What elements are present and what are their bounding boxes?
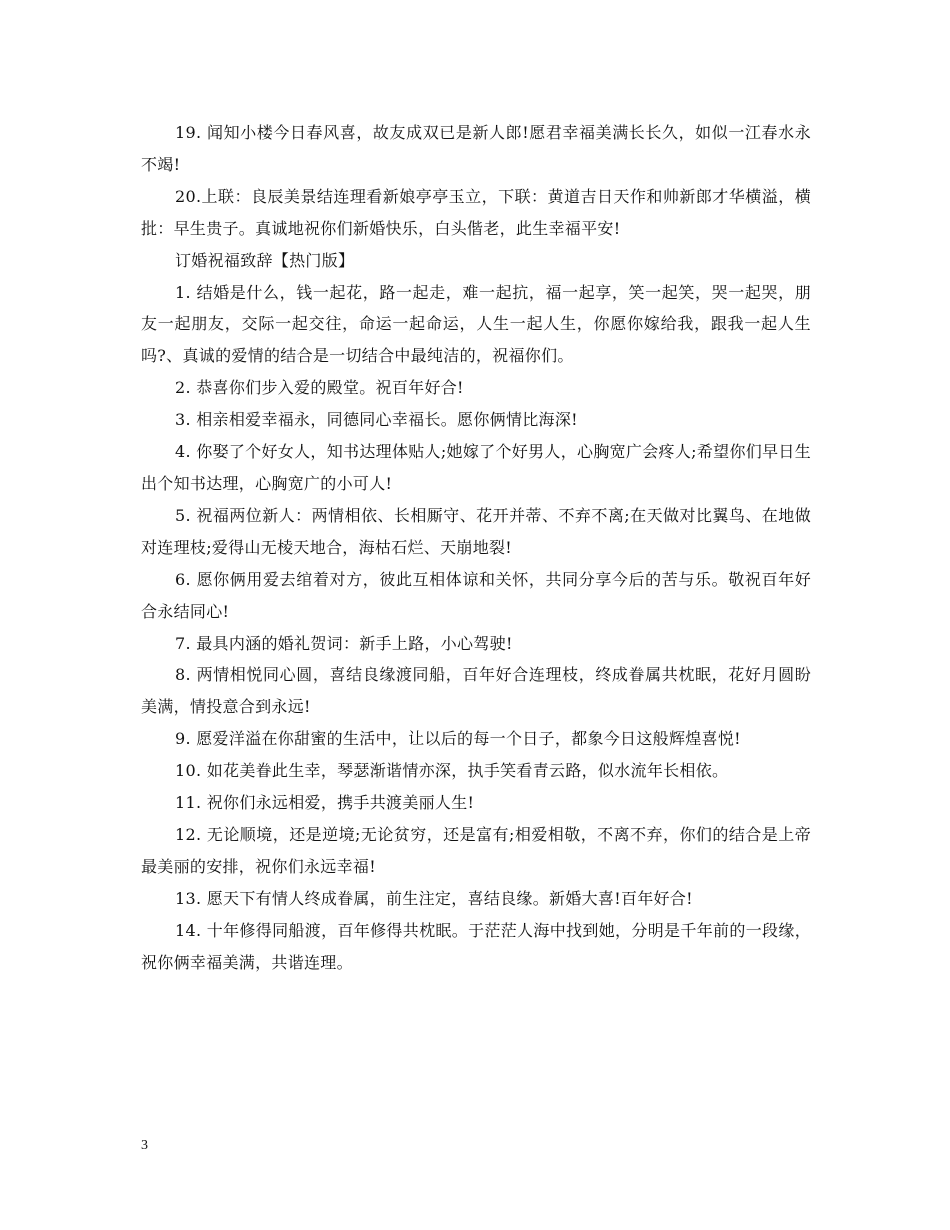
paragraph-5: 5. 祝福两位新人：两情相依、长相厮守、花开并蒂、不弃不离;在天做对比翼鸟、在地做对连理枝;爱得山无棱天地合，海枯石烂、天崩地裂!	[141, 505, 811, 557]
paragraph-3: 3. 相亲相爱幸福永，同德同心幸福长。愿你俩情比海深!	[175, 410, 578, 430]
paragraph-7: 7. 最具内涵的婚礼贺词：新手上路，小心驾驶!	[175, 633, 513, 653]
paragraph-1: 1. 结婚是什么，钱一起花，路一起走，难一起抗，福一起享，笑一起笑，哭一起哭，朋友一起朋友，交际一起交往，命运一起命运，人生一起人生，你愿你嫁给我，跟我一起人生吗?、真诚的爱情的结合是一切结合中最纯洁的，祝福你们。	[141, 282, 811, 366]
paragraph-8: 8. 两情相悦同心圆，喜结良缘渡同船，百年好合连理枝，终成眷属共枕眠，花好月圆盼美满，情投意合到永远!	[141, 665, 811, 717]
paragraph-20: 20.上联：良辰美景结连理看新娘亭亭玉立，下联：黄道吉日天作和帅新郎才华横溢，横批：早生贵子。真诚地祝你们新婚快乐，白头偕老，此生幸福平安!	[141, 186, 811, 238]
paragraph-4: 4. 你娶了个好女人，知书达理体贴人;她嫁了个好男人，心胸宽广会疼人;希望你们早日生出个知书达理，心胸宽广的小可人!	[141, 442, 811, 493]
paragraph-10: 10. 如花美眷此生幸，琴瑟渐谐情亦深，执手笑看青云路，似水流年长相依。	[175, 761, 729, 781]
document-body	[141, 117, 811, 978]
section-heading: 订婚祝福致辞【热门版】	[175, 250, 355, 270]
paragraph-12: 12. 无论顺境，还是逆境;无论贫穷，还是富有;相爱相敬，不离不弃，你们的结合是上帝最美丽的安排，祝你们永远幸福!	[141, 824, 811, 876]
paragraph-2: 2. 恭喜你们步入爱的殿堂。祝百年好合!	[175, 378, 464, 398]
page-number: 3	[141, 1138, 148, 1153]
paragraph-19: 19. 闻知小楼今日春风喜，故友成双已是新人郎!愿君幸福美满长长久，如似一江春水永不竭!	[141, 123, 811, 174]
paragraph-9: 9. 愿爱洋溢在你甜蜜的生活中，让以后的每一个日子，都象今日这般辉煌喜悦!	[175, 729, 741, 749]
paragraph-14: 14. 十年修得同船渡，百年修得共枕眠。于茫茫人海中找到她，分明是千年前的一段缘，祝你俩幸福美满，共谐连理。	[141, 920, 811, 972]
paragraph-13: 13. 愿天下有情人终成眷属，前生注定，喜结良缘。新婚大喜!百年好合!	[175, 888, 693, 908]
paragraph-6: 6. 愿你俩用爱去绾着对方，彼此互相体谅和关怀，共同分享今后的苦与乐。敬祝百年好合永结同心!	[141, 569, 811, 621]
paragraph-11: 11. 祝你们永远相爱，携手共渡美丽人生!	[175, 793, 475, 813]
